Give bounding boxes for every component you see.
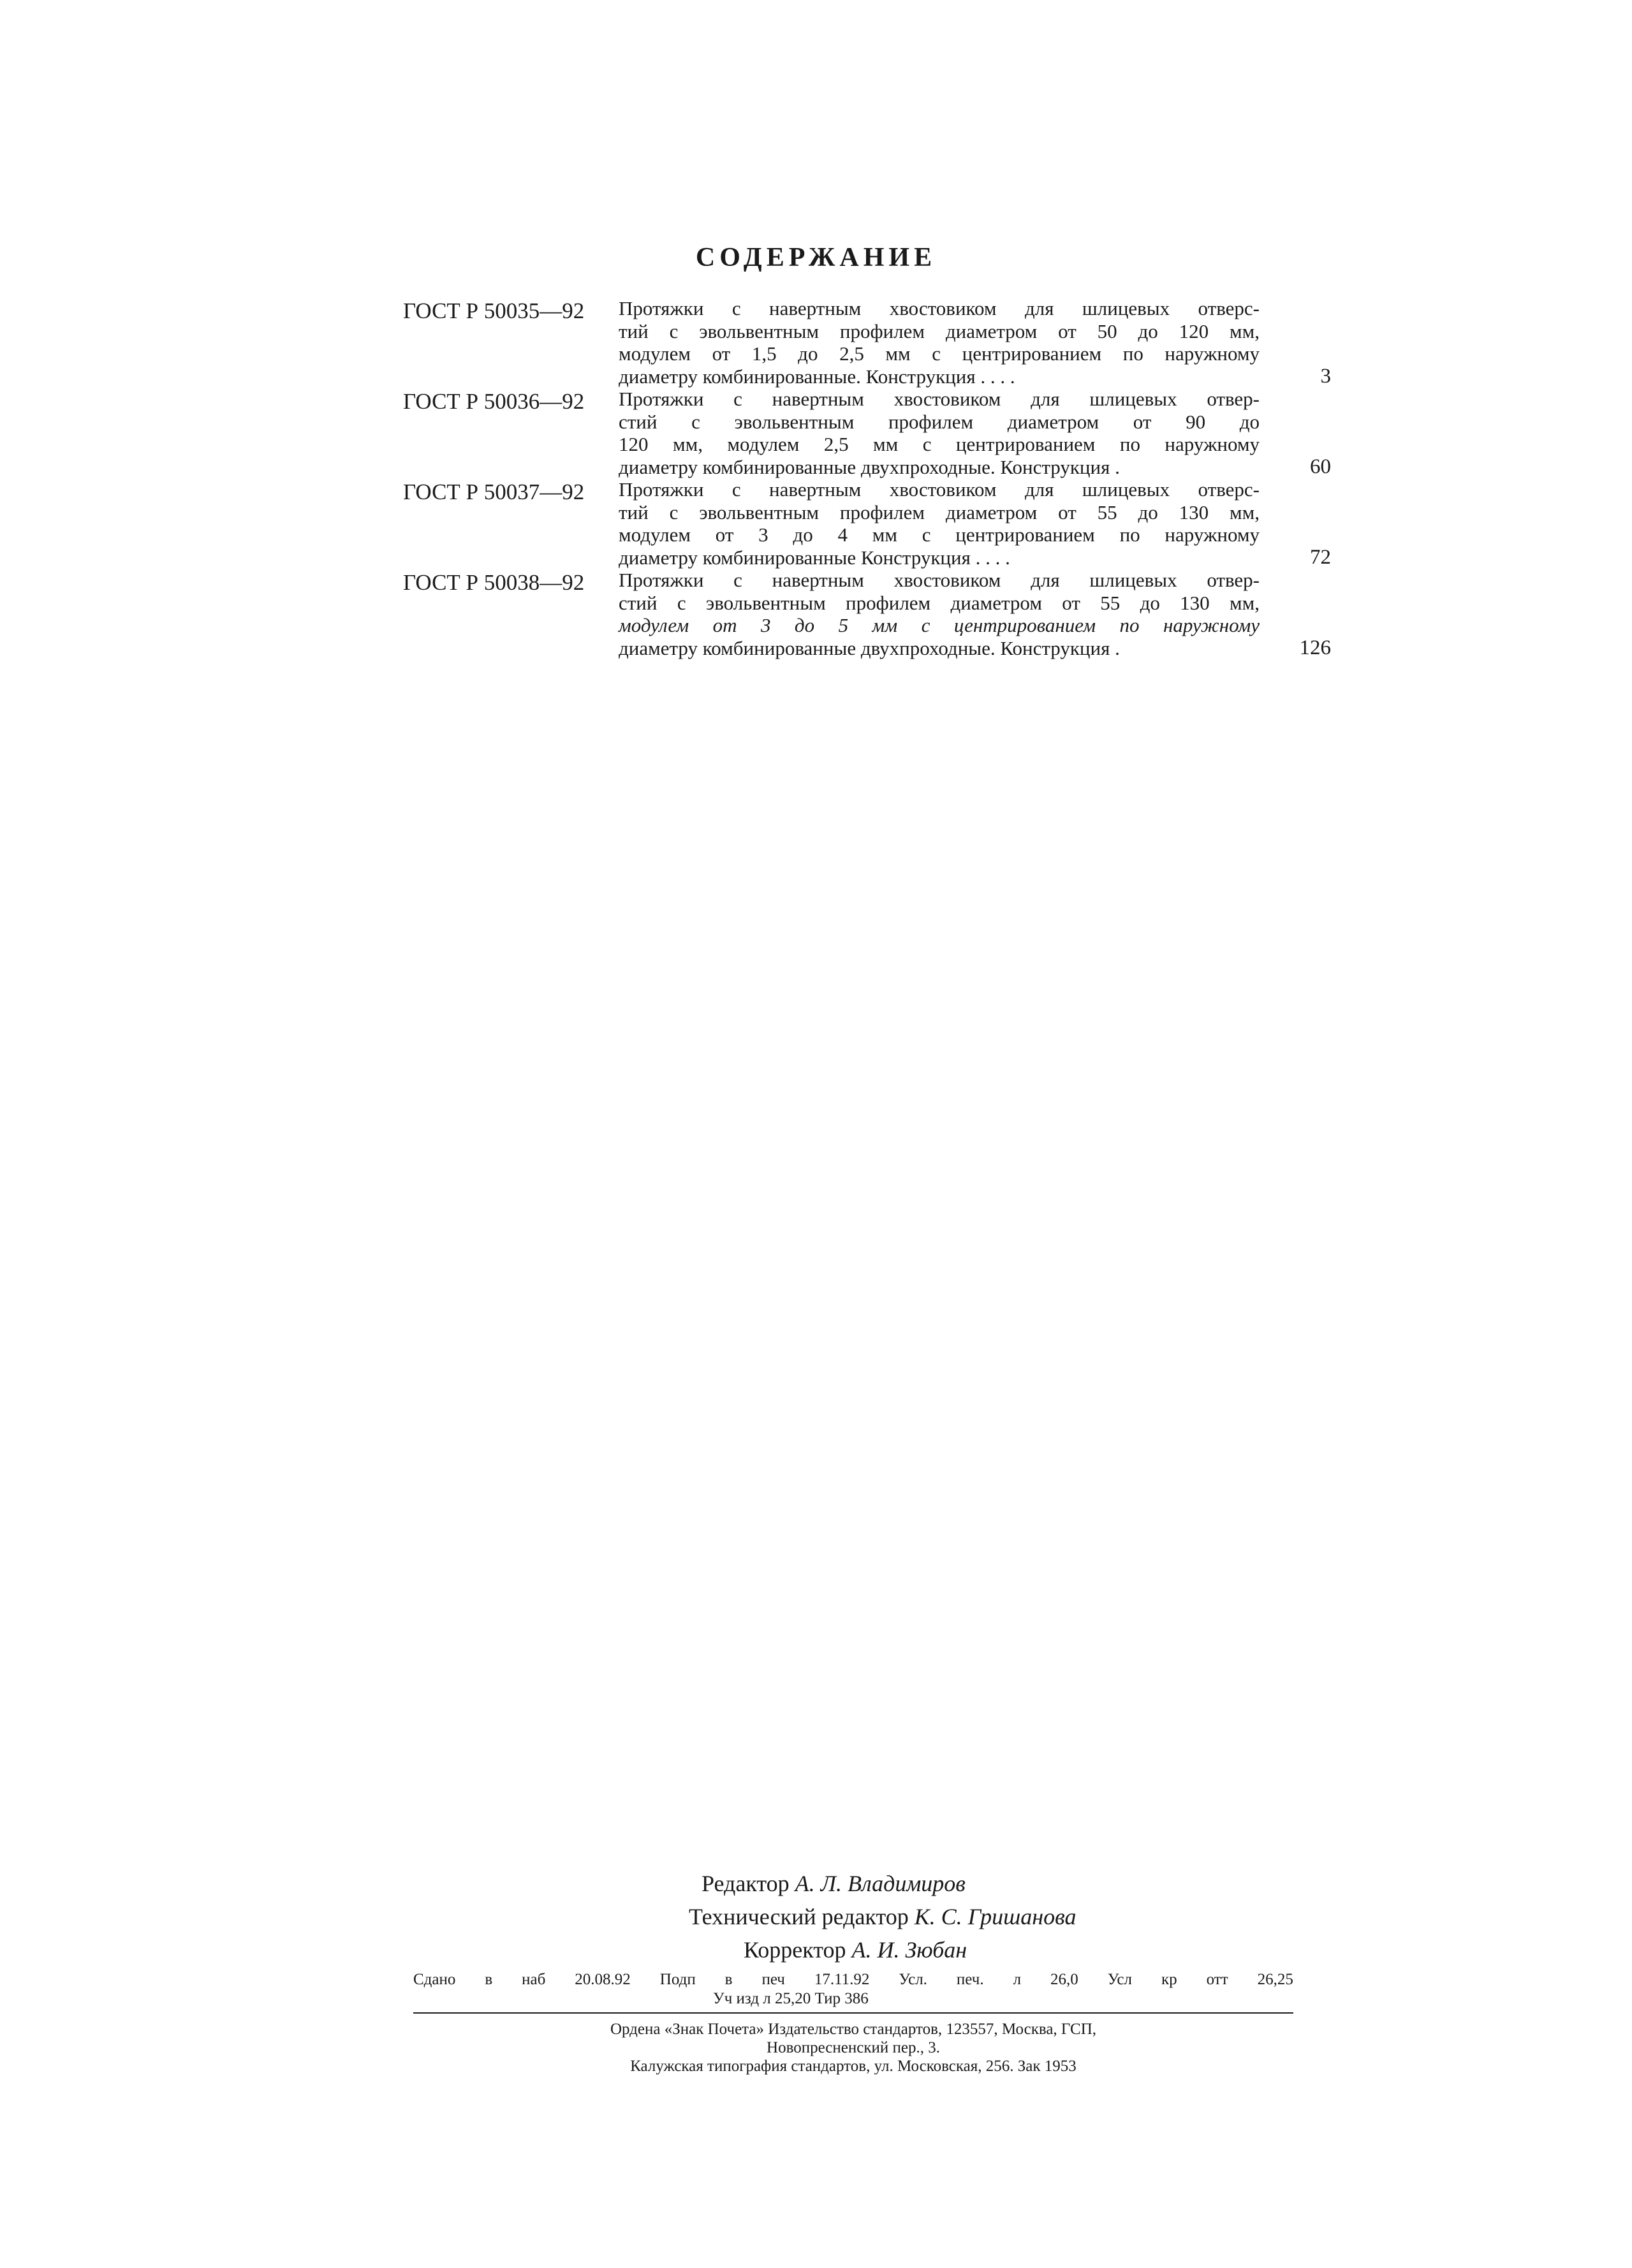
toc-line: Протяжки с навертным хвостовиком для шлицевых отверс- bbox=[619, 297, 1260, 319]
toc-line: 120 мм, модулем 2,5 мм с центрированием по наружному bbox=[619, 433, 1260, 455]
toc-description bbox=[619, 569, 1260, 659]
editorial-credits bbox=[689, 1867, 1263, 1966]
imprint-token: Усл bbox=[1107, 1971, 1133, 1988]
standard-code: ГОСТ Р 50036—92 bbox=[403, 389, 585, 414]
credit-name: А. Л. Владимиров bbox=[795, 1871, 966, 1896]
page-number: 60 bbox=[1310, 455, 1331, 478]
toc-line: стий с эвольвентным профилем диаметром от 55 до 130 мм, bbox=[619, 591, 1260, 614]
imprint-printer: Калужская типография стандартов, ул. Московская, 256. Зак 1953 bbox=[630, 2058, 1077, 2075]
imprint-address: Новопресненский пер., 3. bbox=[767, 2039, 940, 2056]
imprint-token: печ. bbox=[956, 1971, 984, 1988]
toc-line: тий с эвольвентным профилем диаметром от 55 до 130 мм, bbox=[619, 501, 1260, 523]
imprint-print-details bbox=[413, 1970, 1293, 1989]
imprint-token: 20.08.92 bbox=[575, 1971, 631, 1988]
toc-line: Протяжки с навертным хвостовиком для шлицевых отвер- bbox=[619, 569, 1260, 591]
toc-line: модулем от 3 до 5 мм с центрированием по наружному bbox=[619, 614, 1260, 636]
imprint-token: отт bbox=[1206, 1971, 1228, 1988]
toc-description bbox=[619, 478, 1260, 569]
imprint-token: 26,25 bbox=[1257, 1971, 1293, 1988]
print-imprint bbox=[413, 1970, 1293, 2075]
toc-description bbox=[619, 388, 1260, 478]
page-number: 126 bbox=[1299, 636, 1331, 659]
imprint-publisher: Ордена «Знак Почета» Издательство стандартов, 123557, Москва, ГСП, bbox=[610, 2021, 1097, 2038]
standard-code: ГОСТ Р 50038—92 bbox=[403, 570, 585, 595]
toc-line: диаметру комбинированные. Конструкция . . . . bbox=[619, 365, 1015, 388]
table-of-contents bbox=[403, 297, 1331, 659]
toc-line: модулем от 1,5 до 2,5 мм с центрированием по наружному bbox=[619, 342, 1260, 365]
page-title: СОДЕРЖАНИЕ bbox=[695, 243, 937, 272]
imprint-edition-details: Уч изд л 25,20 Тир 386 bbox=[713, 1990, 869, 2007]
standard-code: ГОСТ Р 50035—92 bbox=[403, 298, 585, 323]
imprint-token: наб bbox=[522, 1971, 546, 1988]
corrector-credit bbox=[689, 1933, 1263, 1966]
imprint-token: кр bbox=[1161, 1971, 1177, 1988]
toc-line: диаметру комбинированные двухпроходные. Конструкция . bbox=[619, 455, 1120, 478]
imprint-token: Подп bbox=[659, 1971, 696, 1988]
toc-entry bbox=[403, 478, 1331, 569]
page-number: 3 bbox=[1320, 364, 1331, 388]
editor-credit bbox=[689, 1867, 1263, 1900]
imprint-token: печ bbox=[761, 1971, 785, 1988]
imprint-token: л bbox=[1013, 1971, 1022, 1988]
toc-line: модулем от 3 до 4 мм с центрированием по наружному bbox=[619, 523, 1260, 546]
toc-line: стий с эвольвентным профилем диаметром от 90 до bbox=[619, 410, 1260, 433]
toc-entry bbox=[403, 569, 1331, 659]
credit-role: Корректор bbox=[744, 1937, 846, 1963]
page-number: 72 bbox=[1310, 545, 1331, 569]
toc-entry bbox=[403, 388, 1331, 478]
tech-editor-credit bbox=[689, 1900, 1263, 1933]
credit-name: К. С. Гришанова bbox=[914, 1904, 1077, 1929]
credit-role: Технический редактор bbox=[689, 1904, 909, 1929]
imprint-token: 17.11.92 bbox=[814, 1971, 870, 1988]
imprint-token: 26,0 bbox=[1050, 1971, 1078, 1988]
standard-code: ГОСТ Р 50037—92 bbox=[403, 479, 585, 504]
toc-line: Протяжки с навертным хвостовиком для шлицевых отверс- bbox=[619, 478, 1260, 501]
toc-line: диаметру комбинированные Конструкция . . . . bbox=[619, 546, 1010, 569]
imprint-token: в bbox=[485, 1971, 493, 1988]
imprint-token: Усл. bbox=[899, 1971, 927, 1988]
toc-line: диаметру комбинированные двухпроходные. Конструкция . bbox=[619, 636, 1120, 659]
credit-role: Редактор bbox=[702, 1871, 790, 1896]
imprint-token: в bbox=[724, 1971, 733, 1988]
toc-description bbox=[619, 297, 1260, 388]
toc-line: тий с эвольвентным профилем диаметром от 50 до 120 мм, bbox=[619, 319, 1260, 342]
imprint-token: Сдано bbox=[413, 1971, 456, 1988]
credit-name: А. И. Зюбан bbox=[851, 1937, 967, 1963]
imprint-divider bbox=[413, 2012, 1293, 2014]
toc-line: Протяжки с навертным хвостовиком для шлицевых отвер- bbox=[619, 388, 1260, 410]
toc-entry bbox=[403, 297, 1331, 388]
